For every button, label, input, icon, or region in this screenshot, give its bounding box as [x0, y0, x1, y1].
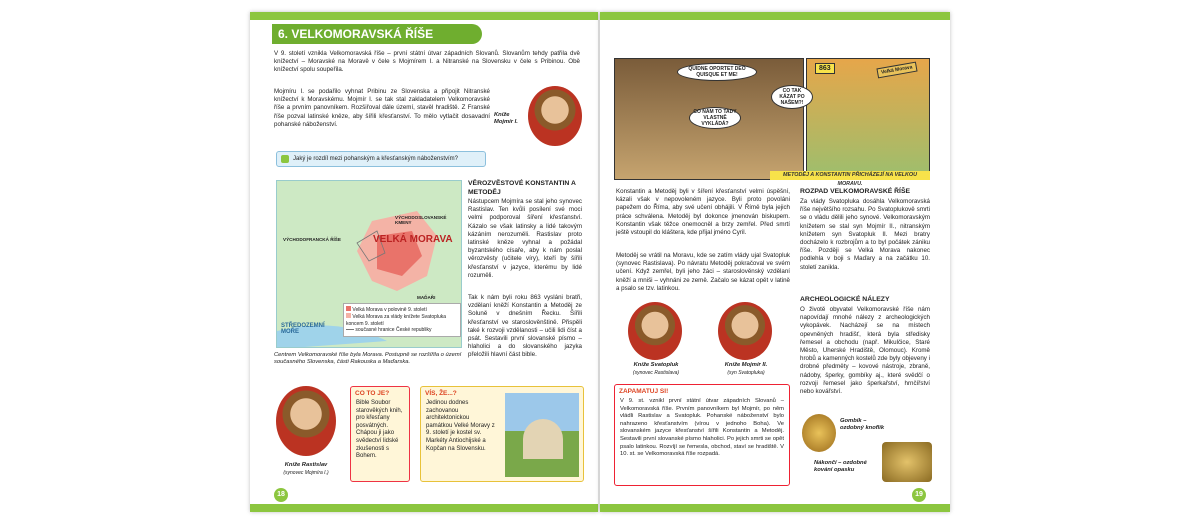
top-band [250, 12, 598, 20]
info-box-text: Bible Soubor starověkých knih, pro křesťany posvátných. Chápou ji jako svědectví lidské zkušenosti s Bohem. [356, 400, 403, 460]
question-icon [281, 155, 289, 163]
page-number-right: 19 [912, 488, 926, 502]
church-photo [505, 393, 579, 477]
intro-text: V 9. století vznikla Velkomoravská říše – první státní útvar západních Slovanů. Slovanům tehdy patřila dvě knížectví – Moravské na Moravě v čele s Mojmírem I. a Nitranské na Slovensku v čele s Pribinou. Obě knížectví spolu soupeřila. [274, 50, 580, 74]
map-great-moravia [276, 180, 462, 348]
rozpad-text: Za vlády Svatopluka dosáhla Velkomoravská říše největšího rozsahu. Po Svatoplukově smrti se o vládu dělili jeho synové. Velkomoravským knížetem se stal syn Mojmír II., nitranským knížetem syn Svatopluk II. Mezi bratry docházelo k rozbrojům a to byl počátek zániku říše. Později se Velká Morava nakonec podlehla v boji s Maďary a na začátku 10. století zanikla. [800, 198, 930, 271]
remember-text: V 9. st. vznikl první státní útvar západních Slovanů – Velkomoravská říše. Prvním panovníkem byl Mojmír, po něm vládli Rastislav a Svatopluk. Pohanské náboženství bylo nahrazeno křesťanstvím (vírou v jednoho Boha). Ve slovanském jazyce křesťanství šířili Konstantin a Metoděj. Sestavili první slovanské písmo hlaholici. Po jejich smrti se opět psalo latinkou. Rozvíjí se řemesla, obchod, staví se hradiště. V 10. st. se Velkomoravská říše rozpadá. [620, 398, 784, 458]
portrait-svatopluk-sub: (synovec Rastislava) [632, 370, 680, 376]
nakonci-image [882, 442, 932, 482]
find-nakonci: Nákončí – ozdobné kování opasku [814, 460, 867, 474]
comic-caption: METODĚJ A KONSTANTIN PŘICHÁZEJÍ NA VELKOU MORAVU. [770, 171, 930, 180]
speech-bubble: QUIDNE OPORTET DEO QUISQUE ET ME! [677, 63, 757, 81]
question-text: Jaký je rozdíl mezi pohanským a křesťanským náboženstvím? [293, 156, 458, 162]
gombik-image [802, 414, 836, 452]
portrait-mojmir [528, 86, 582, 146]
map-label-east: VÝCHODOSLOVANSKÉ KMENY [395, 215, 447, 225]
section-heading: VĚROZVĚSTOVÉ KONSTANTIN A METODĚJ [468, 180, 576, 196]
map-label-sea: STŘEDOZEMNÍ MOŘE [281, 323, 325, 335]
legend-item: Velká Morava za vlády knížete Svatopluka koncem 9. století [346, 314, 447, 327]
remember-box [614, 384, 790, 486]
section-p1: Nástupcem Mojmíra se stal jeho synovec Rastislav. Ten kvůli posílení své moci velmi podporoval šíření křesťanství. Kázalo se však latinsky a lidé takovým kázáním nerozuměli. Rastislav proto latinské kněze vyhnal a požádal byzantského císaře, aby k nám poslal věrozvěsty (učitele víry), kteří by šířili křesťanství v jazyce, kterému by lidé rozuměli. [468, 198, 582, 279]
sign-863: 863 [815, 63, 835, 74]
right-page [600, 12, 950, 512]
arch-text: O životě obyvatel Velkomoravské říše nám napovídají mnohé nálezy z archeologických vykopávek. Nacházejí se na místech opevněných hradišť, která byla středisky řemesel a obchodu (např. Mikulčice, Staré Město, Uherské Hradiště, Olomouc). Kromě hrobů a kamenných kostelů zde byly objeveny i drobné předměty – kovové nástroje, zbraně, nádoby, šperky, gombíky aj., které svědčí o rozvoji řemesel jako šperkařství, hrnčířství nebo kovářství. [800, 306, 930, 396]
legend-item: Velká Morava v polovině 9. století [346, 306, 458, 313]
map-legend [343, 303, 461, 337]
page-number-left: 18 [274, 488, 288, 502]
sign-morava: Velká Morava [876, 62, 917, 79]
chapter-title: 6. VELKOMORAVSKÁ ŘÍŠE [272, 24, 482, 44]
portrait-rastislav-caption: Kníže Rastislav [284, 462, 328, 468]
bottom-band [250, 504, 598, 512]
info-box-bible [350, 386, 410, 482]
portrait-mojmir2 [718, 302, 772, 360]
info-box-heading: VÍS, ŽE...? [425, 390, 457, 397]
mojmir-text: Mojmíru I. se podařilo vyhnat Pribinu ze Slovenska a připojit Nitranské knížectví k Moravskému. Mojmír I. se tak stal zakladatelem Velkomoravské říše a prvním panovníkem. Rozšiřoval dále území, stavěl hradiště. Z Franské říše pozval latinské kněze, aby šířili křesťanství. To mělo vytlačit dosavadní pohanské náboženství. [274, 88, 490, 128]
legend-item: současné hranice České republiky [346, 327, 458, 333]
bottom-band [600, 504, 950, 512]
portrait-rastislav-sub: (synovec Mojmíra I.) [283, 470, 329, 476]
speech-bubble: CO NÁM TO TADY VLASTNĚ VYKLÁDÁ? [689, 107, 741, 129]
top-band [600, 12, 950, 20]
left-page [250, 12, 598, 512]
speech-bubble: CO TAK KÁZAT PO NAŠEM?! [771, 85, 813, 109]
heading-rozpad: ROZPAD VELKOMORAVSKÉ ŘÍŠE [800, 188, 911, 195]
portrait-mojmir2-caption: Kníže Mojmír II. [724, 362, 768, 368]
info-box-church [420, 386, 584, 482]
heading-arch: ARCHEOLOGICKÉ NÁLEZY [800, 296, 890, 303]
portrait-mojmir2-sub: (syn Svatopluka) [727, 370, 765, 376]
portrait-rastislav [276, 386, 336, 456]
map-caption: Centrem Velkomoravské říše byla Morava. Postupně se rozšířila o území současného Slovenska, části Rakouska a Maďarska. [274, 352, 462, 366]
portrait-svatopluk [628, 302, 682, 360]
find-gombik: Gombík – ozdobný knoflík [840, 418, 885, 432]
mid-p1: Konstantin a Metoděj byli v šíření křesťanství velmi úspěšní, kázali však v nepovoleném jazyce. Byli proto povoláni papežem do Říma, aby své učení obhájili. V Římě byla jejich práce schválena. Metoděj byl dokonce jmenován biskupem. Konstantin však těžce onemocněl a brzy zemřel. Před smrtí ještě vstoupil do kláštera, kde přijal jméno Cyril. [616, 188, 790, 237]
info-box-text: Jedinou dodnes zachovanou architektonickou památkou Velké Moravy z 9. století je kostel sv. Markéty Antiochijské a Kopčan na Slovensku. [426, 400, 495, 452]
section-p2: Tak k nám byli roku 863 vysláni bratři, vzdělaní kněží Konstantin a Metoděj ze Soluně v dnešním Řecku. Šířili křesťanství ve staroslověnštině. Přispěli také k rozvoji vzdělanosti – učili lidi číst a psát. Sestavili první slovanské písmo – hlaholici a do slovanského jazyka přeložili hlavní část bible. [468, 294, 582, 359]
portrait-mojmir-caption: Kníže Mojmír I. [494, 112, 518, 126]
info-box-heading: CO TO JE? [355, 390, 390, 397]
map-label-big: VELKÁ MORAVA [373, 234, 453, 245]
portrait-svatopluk-caption: Kníže Svatopluk [633, 362, 679, 368]
comic-panel-1 [614, 58, 804, 180]
question-box [276, 151, 486, 167]
map-label-west: VÝCHODOFRANCKÁ ŘÍŠE [283, 237, 341, 242]
map-label-madari: MAĎAŘI [417, 295, 436, 300]
remember-heading: ZAPAMATUJ SI! [619, 388, 669, 395]
mid-p2: Metoděj se vrátil na Moravu, kde se zatím vlády ujal Svatopluk (synovec Rastislava). Po návratu Metoděj pokračoval ve svém učení. Když zemřel, byli jeho žáci – staroslověnský vzdělaní kněží a mniši – vyhnáni ze země. Začalo se kázat opět v latině a psalo se tzv. latinkou. [616, 252, 790, 292]
